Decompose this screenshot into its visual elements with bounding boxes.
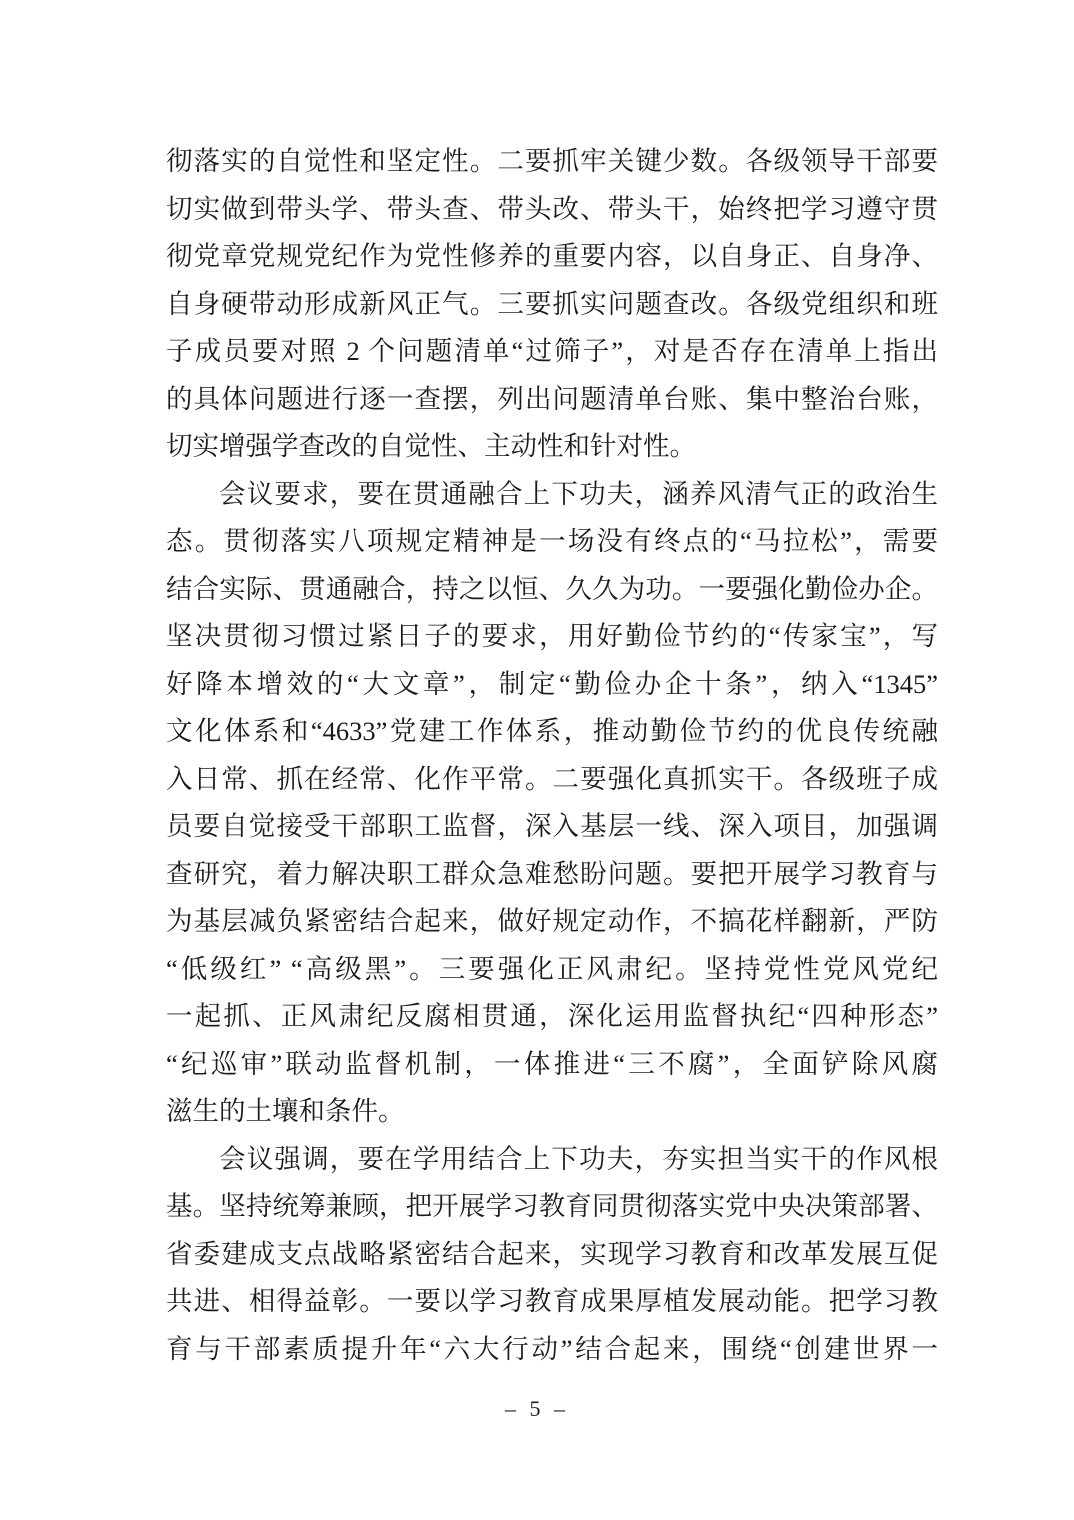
text-line: 基。坚持统筹兼顾，把开展学习教育同贯彻落实党中央决策部署、 — [166, 1191, 938, 1221]
text-line: 省委建成支点战略紧密结合起来，实现学习教育和改革发展互促 — [166, 1238, 938, 1269]
text-line: “低级红” “高级黑”。三要强化正风肃纪。坚持党性党风党纪 — [166, 953, 938, 984]
text-line: 为基层减负紧密结合起来，做好规定动作，不搞花样翻新，严防 — [166, 906, 938, 936]
text-line: 查研究，着力解决职工群众急难愁盼问题。要把开展学习教育与 — [166, 858, 938, 889]
text-line: 入日常、抓在经常、化作平常。二要强化真抓实干。各级班子成 — [166, 763, 938, 794]
text-line: 切实做到带头学、带头查、带头改、带头干，始终把学习遵守贯 — [166, 193, 938, 224]
paragraph — [166, 1136, 938, 1374]
text-line: 会议要求，要在贯通融合上下功夫，涵养风清气正的政治生 — [219, 478, 938, 509]
text-line: “纪巡审”联动监督机制，一体推进“三不腐”，全面铲除风腐 — [166, 1048, 938, 1079]
text-line: 彻党章党规党纪作为党性修养的重要内容，以自身正、自身净、 — [166, 241, 938, 271]
text-line: 一起抓、正风肃纪反腐相贯通，深化运用监督执纪“四种形态” — [166, 1001, 938, 1031]
text-line: 文化体系和“4633”党建工作体系，推动勤俭节约的优良传统融 — [166, 716, 938, 746]
text-line: 共进、相得益彰。一要以学习教育成果厚植发展动能。把学习教 — [166, 1286, 938, 1316]
text-line: 自身硬带动形成新风正气。三要抓实问题查改。各级党组织和班 — [166, 288, 938, 319]
text-line: 的具体问题进行逐一查摆，列出问题清单台账、集中整治台账， — [166, 383, 938, 414]
text-line: 结合实际、贯通融合，持之以恒、久久为功。一要强化勤俭办企。 — [166, 573, 938, 604]
text-line: 切实增强学查改的自觉性、主动性和针对性。 — [166, 431, 696, 461]
text-line: 坚决贯彻习惯过紧日子的要求，用好勤俭节约的“传家宝”，写 — [166, 621, 938, 651]
paragraph — [166, 138, 938, 471]
paragraph — [166, 471, 938, 1136]
text-line: 员要自觉接受干部职工监督，深入基层一线、深入项目，加强调 — [166, 811, 938, 841]
text-line: 育与干部素质提升年“六大行动”结合起来，围绕“创建世界一 — [166, 1333, 938, 1364]
text-line: 彻落实的自觉性和坚定性。二要抓牢关键少数。各级领导干部要 — [166, 146, 938, 176]
text-line: 态。贯彻落实八项规定精神是一场没有终点的“马拉松”，需要 — [166, 526, 938, 556]
document-body — [166, 138, 938, 1373]
text-line: 会议强调，要在学用结合上下功夫，夯实担当实干的作风根 — [219, 1143, 938, 1174]
page-number: – 5 – — [505, 1396, 569, 1421]
text-line: 子成员要对照 2 个问题清单“过筛子”，对是否存在清单上指出 — [166, 336, 938, 366]
text-line: 好降本增效的“大文章”，制定“勤俭办企十条”，纳入“1345” — [166, 668, 938, 699]
text-line: 滋生的土壤和条件。 — [166, 1096, 405, 1126]
